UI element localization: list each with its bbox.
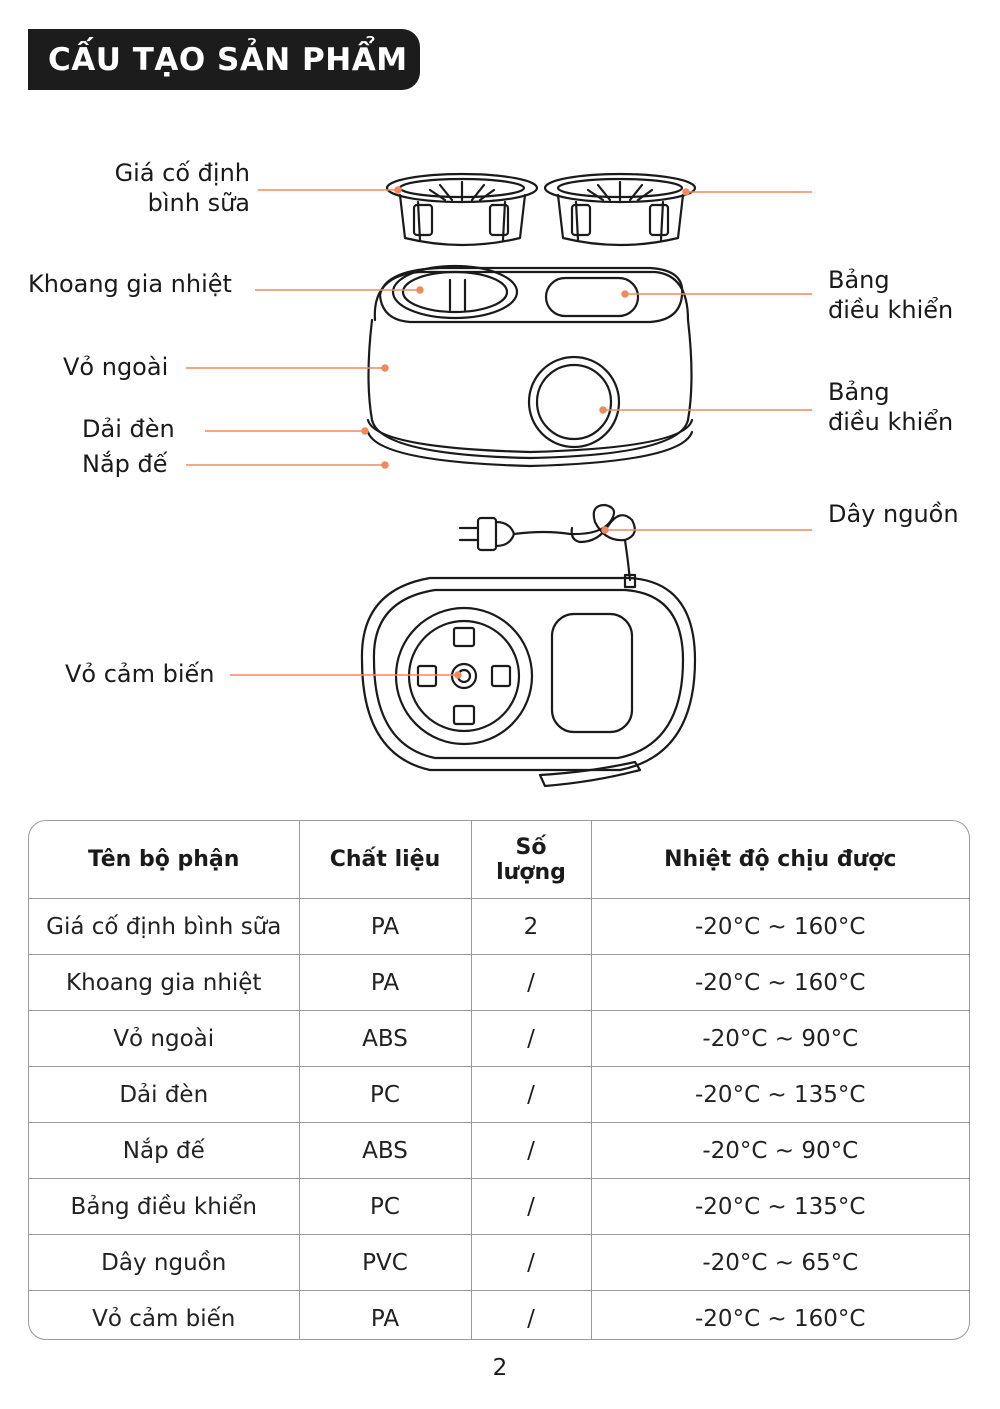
cell-part: Bảng điều khiển <box>29 1179 299 1235</box>
cell-temperature: -20°C ~ 135°C <box>591 1067 969 1123</box>
label-power-cord: Dây nguồn <box>828 500 959 528</box>
table-row <box>29 1123 969 1179</box>
label-heating-chamber: Khoang gia nhiệt <box>28 270 232 298</box>
cell-material: PC <box>299 1179 471 1235</box>
label-outer-shell: Vỏ ngoài <box>63 353 169 381</box>
cell-quantity: 2 <box>471 899 591 955</box>
cell-temperature: -20°C ~ 65°C <box>591 1235 969 1291</box>
table-row <box>29 899 969 955</box>
base-bottom-view-icon <box>362 578 695 786</box>
section-title-badge <box>28 29 420 90</box>
warmer-body-icon <box>368 266 692 466</box>
cell-temperature: -20°C ~ 90°C <box>591 1123 969 1179</box>
cell-quantity: / <box>471 1011 591 1067</box>
cell-part: Khoang gia nhiệt <box>29 955 299 1011</box>
table-row <box>29 1067 969 1123</box>
label-control-panel-knob: Bảng điều khiển <box>828 378 954 436</box>
leader-lines <box>186 187 812 678</box>
cell-quantity: / <box>471 1235 591 1291</box>
label-base-cover: Nắp đế <box>82 450 168 478</box>
table-row <box>29 1291 969 1341</box>
cell-part: Dây nguồn <box>29 1235 299 1291</box>
cell-quantity: / <box>471 1179 591 1235</box>
cell-material: PA <box>299 899 471 955</box>
cell-temperature: -20°C ~ 135°C <box>591 1179 969 1235</box>
cell-material: PC <box>299 1067 471 1123</box>
cell-material: ABS <box>299 1011 471 1067</box>
cell-material: PA <box>299 955 471 1011</box>
table-row <box>29 1011 969 1067</box>
cell-part: Vỏ ngoài <box>29 1011 299 1067</box>
cell-quantity: / <box>471 1123 591 1179</box>
cell-material: PVC <box>299 1235 471 1291</box>
cell-quantity: / <box>471 1067 591 1123</box>
table-row <box>29 1235 969 1291</box>
power-cord-icon <box>460 505 635 587</box>
cell-material: ABS <box>299 1123 471 1179</box>
header-quantity: Số lượng <box>471 821 591 899</box>
cell-part: Dải đèn <box>29 1067 299 1123</box>
page-number: 2 <box>492 1355 508 1381</box>
cell-part: Nắp đế <box>29 1123 299 1179</box>
cell-temperature: -20°C ~ 90°C <box>591 1011 969 1067</box>
table-header-row <box>29 821 969 899</box>
cell-temperature: -20°C ~ 160°C <box>591 955 969 1011</box>
cell-temperature: -20°C ~ 160°C <box>695 1305 866 1332</box>
cell-quantity: / <box>471 1291 591 1341</box>
cell-part: Giá cố định bình sữa <box>29 899 299 955</box>
header-temperature: Nhiệt độ chịu được <box>591 821 969 899</box>
table-row <box>29 955 969 1011</box>
product-diagram <box>0 130 1000 800</box>
bottle-holder-right-icon <box>545 174 695 245</box>
bottle-holder-left-icon <box>387 174 537 245</box>
label-sensor-housing: Vỏ cảm biến <box>65 660 215 688</box>
parts-table <box>28 820 970 1340</box>
cell-part: Vỏ cảm biến <box>29 1291 299 1341</box>
section-title: CẤU TẠO SẢN PHẨM <box>48 41 408 78</box>
cell-temperature: -20°C ~ 160°C <box>591 899 969 955</box>
table-row <box>29 1179 969 1235</box>
diagram-illustration <box>0 130 1000 800</box>
label-bottle-holder: Giá cố định bình sữa <box>114 159 250 217</box>
cell-quantity: / <box>471 955 591 1011</box>
label-light-strip: Dải đèn <box>82 415 175 443</box>
label-control-panel-top: Bảng điều khiển <box>828 266 954 324</box>
header-part-name: Tên bộ phận <box>29 821 299 899</box>
header-material: Chất liệu <box>299 821 471 899</box>
cell-material: PA <box>299 1291 471 1341</box>
